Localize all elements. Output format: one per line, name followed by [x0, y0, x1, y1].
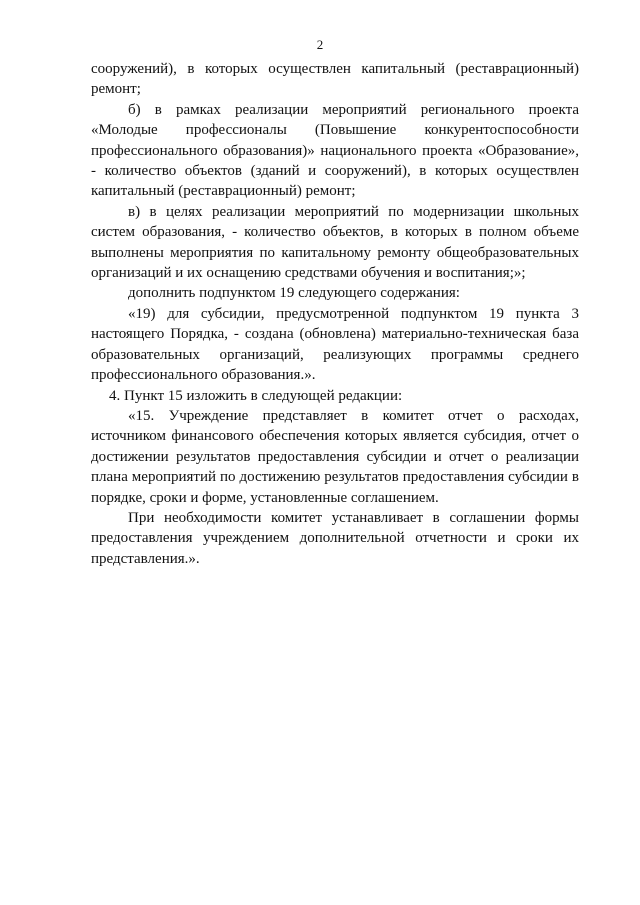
document-body: [91, 59, 579, 569]
paragraph-additional-reporting: При необходимости комитет устанавливает в соглашении формы предоставления учреждением дополнительной отчетности и сроки их представления.».: [91, 509, 579, 567]
paragraph-subitem-b: б) в рамках реализации мероприятий регионального проекта «Молодые профессионалы (Повышение конкурентоспособности профессионального образования)» национального проекта «Образование», - количество объектов (зданий и сооружений), в которых осуществлен капитальный (реставрационный) ремонт;: [91, 101, 579, 200]
paragraph-item-4: 4. Пункт 15 изложить в следующей редакции:: [109, 387, 403, 404]
paragraph-subitem-19: «19) для субсидии, предусмотренной подпунктом 19 пункта 3 настоящего Порядка, - создана (обновлена) материально-техническая база образовательных организаций, реализующих программы среднего профессионального образования.».: [91, 305, 579, 384]
page-number: 2: [316, 37, 324, 52]
paragraph-subitem-v: в) в целях реализации мероприятий по модернизации школьных систем образования, - количество объектов, в которых в полном объеме выполнены мероприятия по капитальному ремонту общеобразовательных организаций и их оснащению средствами обучения и воспитания;»;: [91, 203, 579, 282]
paragraph-continuation: сооружений), в которых осуществлен капитальный (реставрационный) ремонт;: [91, 61, 579, 98]
paragraph-item-15: «15. Учреждение представляет в комитет отчет о расходах, источником финансового обеспечения которых является субсидия, отчет о достижении результатов предоставления субсидии и отчет о реализации плана мероприятий по достижению результатов предоставления субсидии в порядке, сроки и форме, установленные соглашением.: [91, 407, 579, 506]
paragraph-add-subitem-19: дополнить подпунктом 19 следующего содержания:: [128, 285, 460, 302]
